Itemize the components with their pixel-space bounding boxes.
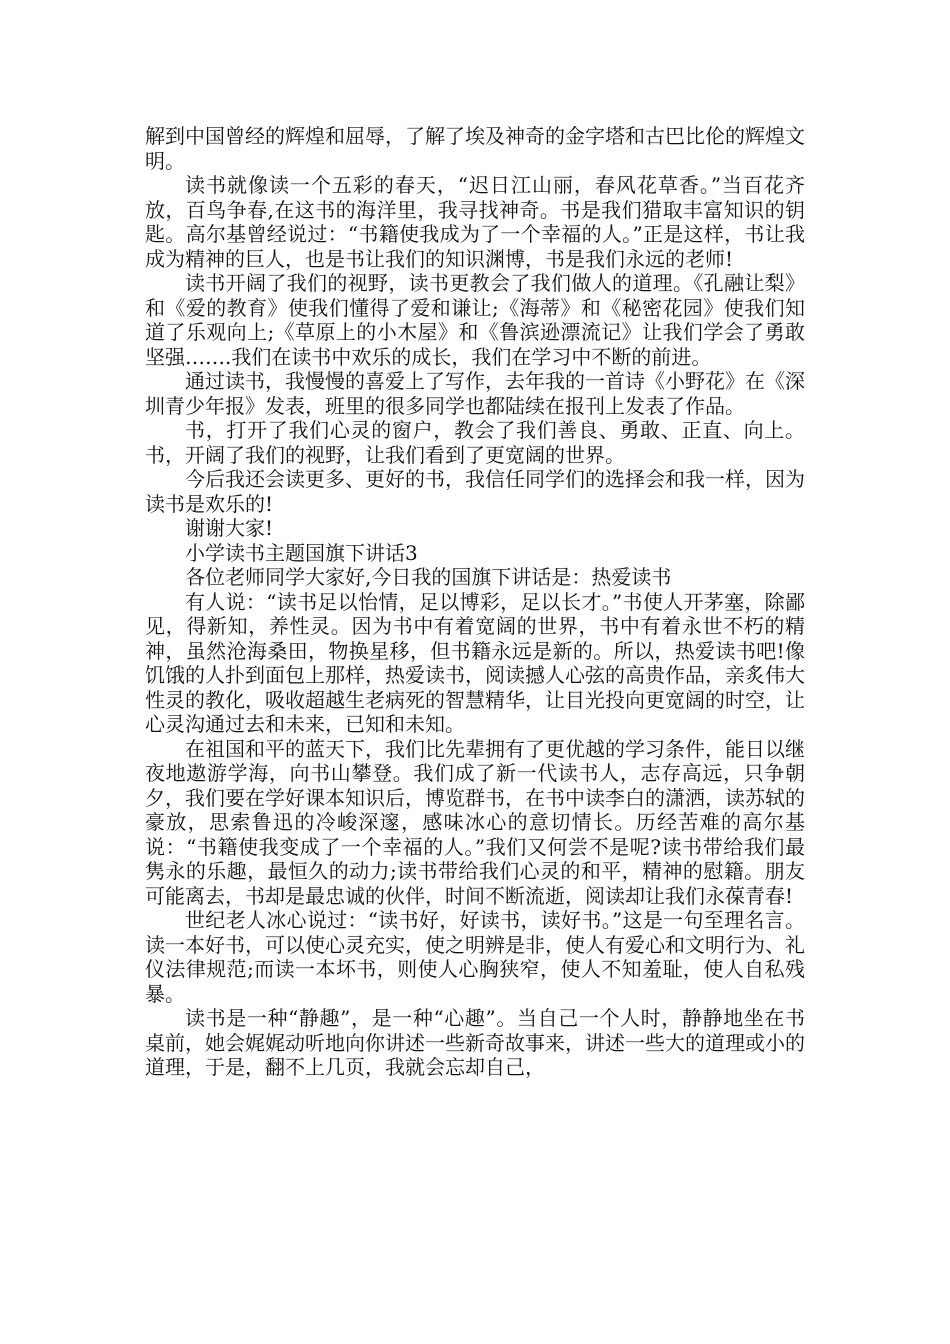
paragraph-6: 今后我还会读更多、更好的书，我信任同学们的选择会和我一样，因为读书是欢乐的! [145, 467, 805, 516]
paragraph-11: 在祖国和平的蓝天下，我们比先辈拥有了更优越的学习条件，能日以继夜地遨游学海，向书山攀登。我们成了新一代读书人，志存高远，只争朝夕，我们要在学好课本知识后，博览群书，在书中读李白的潇洒，读苏轼的豪放，思索鲁迅的冷峻深邃，感味冰心的意切情长。历经苦难的高尔基说：“书籍使我变成了一个幸福的人。”我们又何尝不是呢?读书带给我们最隽永的乐趣，最恒久的动力;读书带给我们心灵的和平，精神的慰籍。朋友可能离去，书却是最忠诚的伙伴，时间不断流逝，阅读却让我们永葆青春! [145, 736, 805, 908]
paragraph-5: 书，打开了我们心灵的窗户，教会了我们善良、勇敢、正直、向上。书，开阔了我们的视野，让我们看到了更宽阔的世界。 [145, 418, 805, 467]
section-heading: 小学读书主题国旗下讲话3 [185, 540, 418, 565]
paragraph-12: 世纪老人冰心说过：“读书好，好读书，读好书。”这是一句至理名言。读一本好书，可以使心灵充实，使之明辨是非，使人有爱心和文明行为、礼仪法律规范;而读一本坏书，则使人心胸狭窄，使人不知羞耻，使人自私残暴。 [145, 908, 805, 1006]
greeting-line: 各位老师同学大家好,今日我的国旗下讲话是：热爱读书 [185, 565, 672, 589]
paragraph-13: 读书是一种“静趣”，是一种“心趣”。当自己一个人时，静静地坐在书桌前，她会娓娓动听地向你讲述一些新奇故事来，讲述一些大的道理或小的道理，于是，翻不上几页，我就会忘却自己， [145, 1006, 805, 1079]
paragraph-1: 解到中国曾经的辉煌和屈辱，了解了埃及神奇的金字塔和古巴比伦的辉煌文明。 [145, 124, 805, 173]
paragraph-10: 有人说：“读书足以怡情，足以博彩，足以长才。”书使人开茅塞，除鄙见，得新知，养性灵。因为书中有着宽阔的世界，书中有着永世不朽的精神，虽然沧海桑田，物换星移，但书籍永远是新的。所以，热爱读书吧!像饥饿的人扑到面包上那样，热爱读书，阅读撼人心弦的高贵作品，亲炙伟大性灵的教化，吸收超越生老病死的智慧精华，让目光投向更宽阔的时空，让心灵沟通过去和未来，已知和未知。 [145, 589, 805, 736]
paragraph-3: 读书开阔了我们的视野，读书更教会了我们做人的道理。《孔融让梨》和《爱的教育》使我们懂得了爱和谦让;《海蒂》和《秘密花园》使我们知道了乐观向上;《草原上的小木屋》和《鲁滨逊漂流记》让我们学会了勇敢坚强…….我们在读书中欢乐的成长，我们在学习中不断的前进。 [145, 271, 805, 369]
paragraph-2: 读书就像读一个五彩的春天，“迟日江山丽，春风花草香。”当百花齐放，百鸟争春,在这书的海洋里，我寻找神奇。书是我们猎取丰富知识的钥匙。高尔基曾经说过：“书籍使我成为了一个幸福的人。”正是这样，书让我成为精神的巨人，也是书让我们的知识渊博，书是我们永远的老师! [145, 173, 805, 271]
closing-thanks: 谢谢大家! [185, 516, 274, 540]
paragraph-4: 通过读书，我慢慢的喜爱上了写作，去年我的一首诗《小野花》在《深圳青少年报》发表，班里的很多同学也都陆续在报刊上发表了作品。 [145, 369, 805, 418]
document-body [145, 124, 805, 1080]
